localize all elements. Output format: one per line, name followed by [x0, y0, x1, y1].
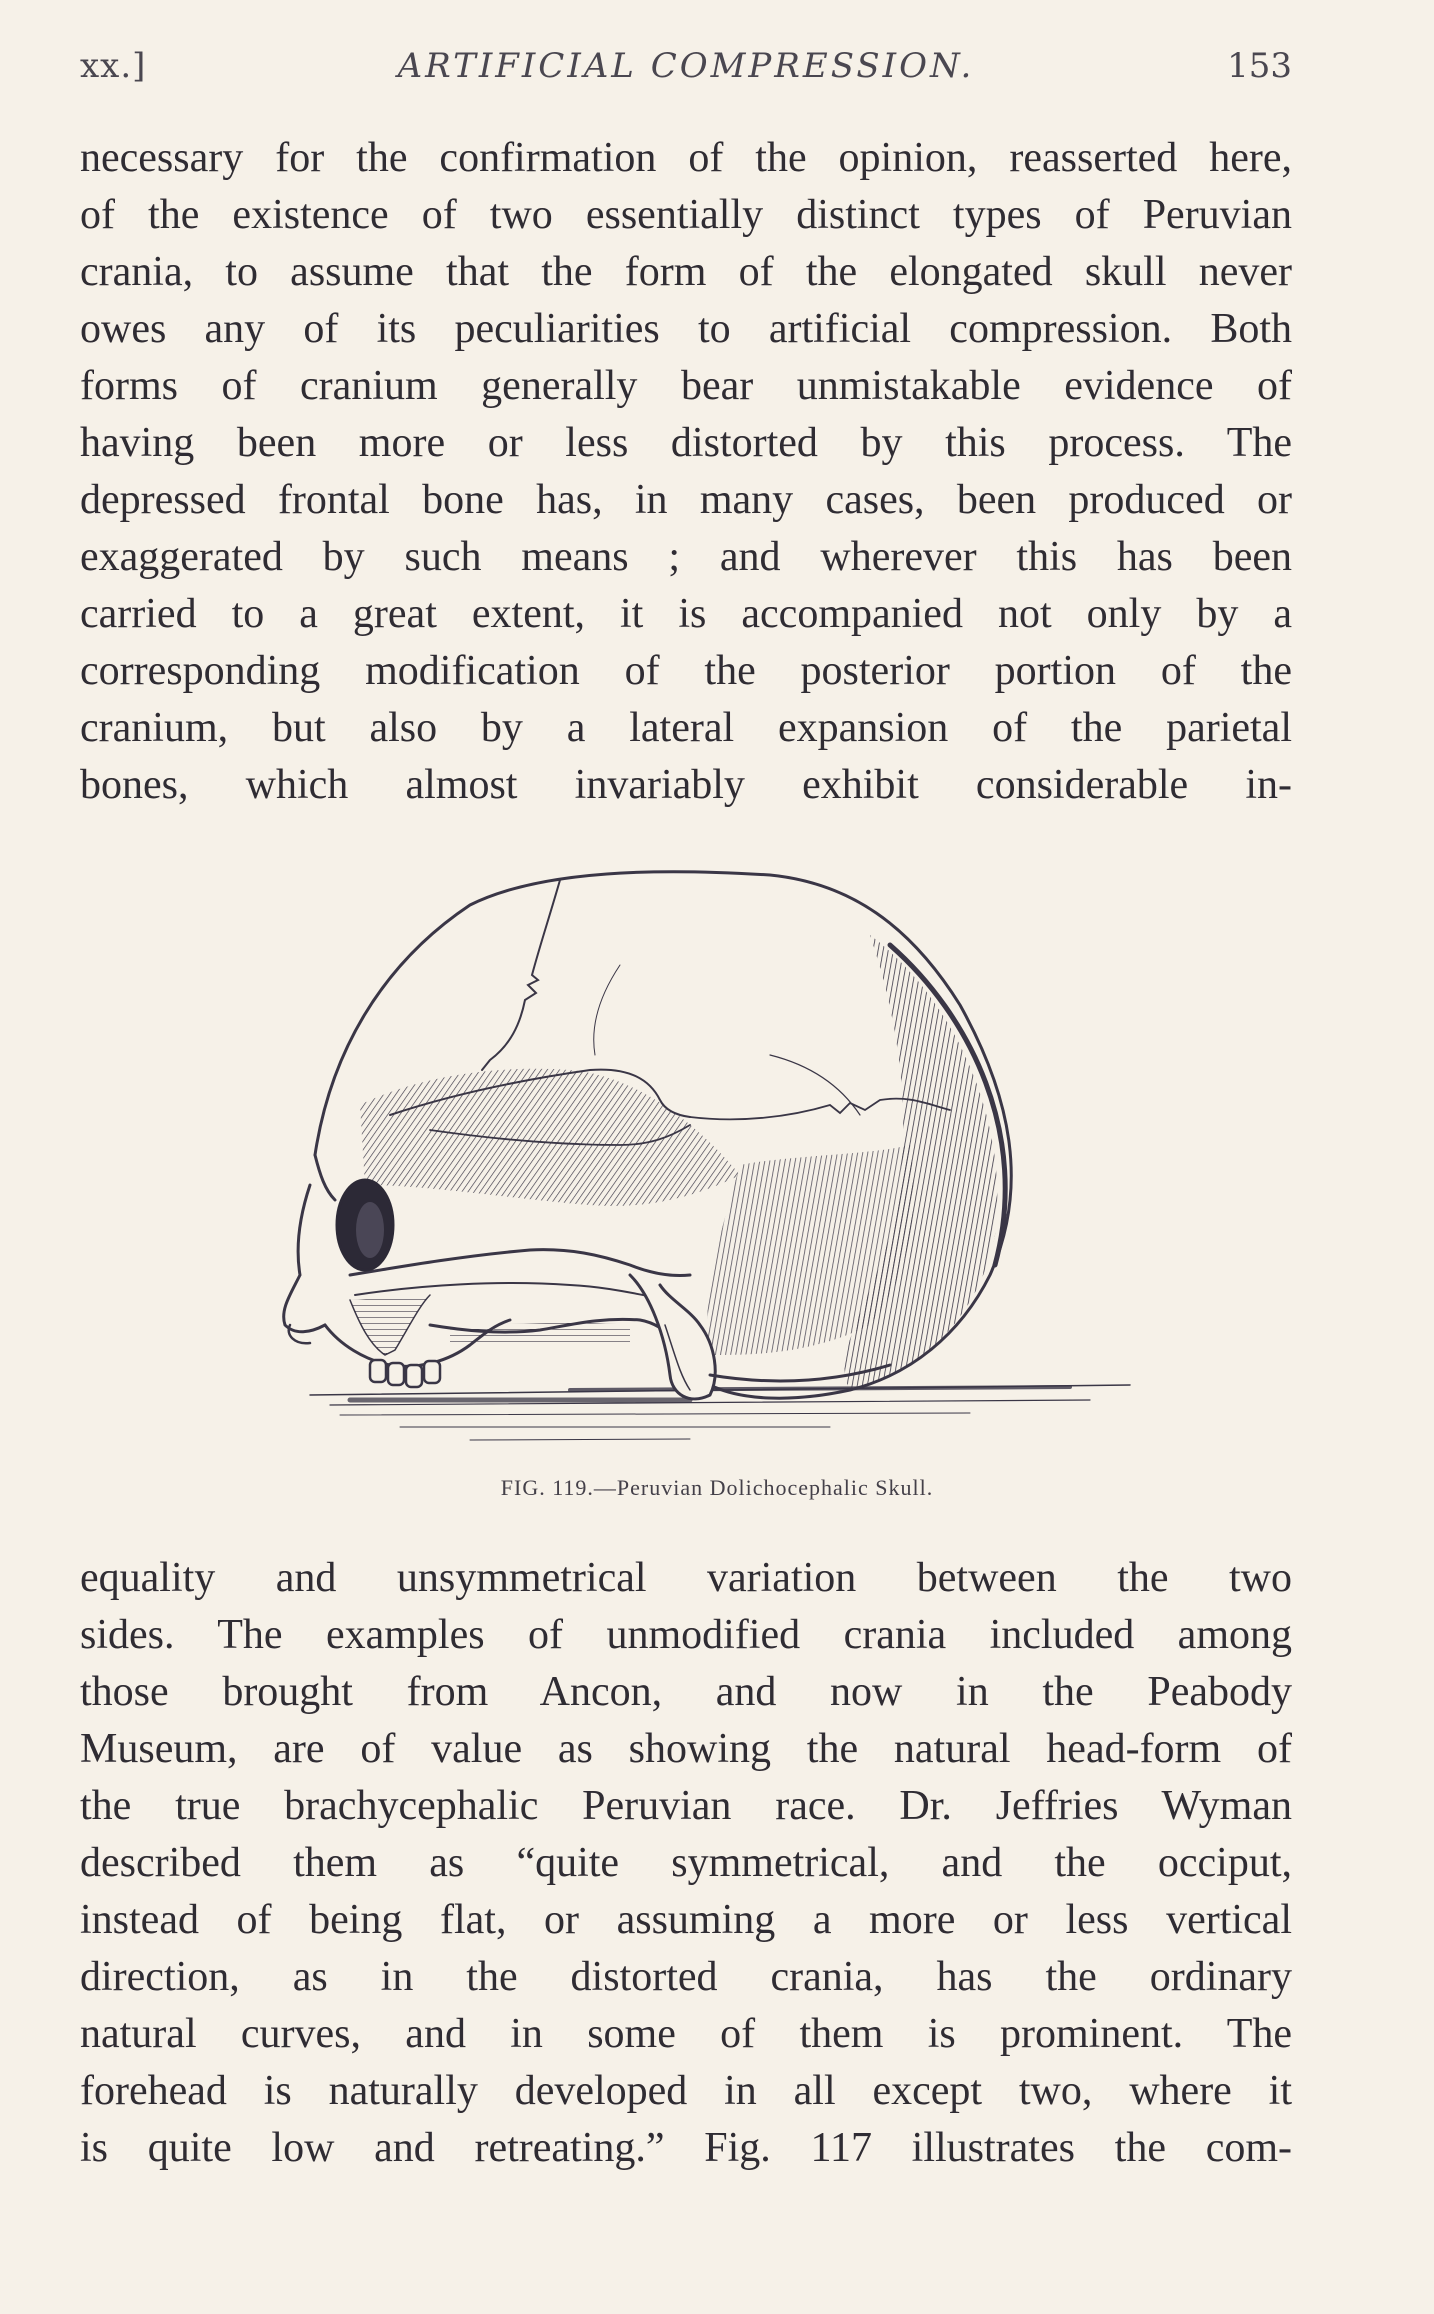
- paragraph-bottom: [80, 1550, 1292, 2177]
- text-line: cranium, but also by a lateral expansion of the parietal: [80, 705, 1292, 751]
- text-line: exaggerated by such means ; and wherever this has been: [80, 534, 1292, 580]
- mastoid-process: [630, 1275, 715, 1399]
- text-line: equality and unsymmetrical variation between the two: [80, 1555, 1292, 1601]
- chapter-number: xx.]: [80, 46, 147, 86]
- text-line: bones, which almost invariably exhibit considerable in-: [80, 762, 1292, 808]
- text-line: crania, to assume that the form of the elongated skull never: [80, 249, 1292, 295]
- text-line: owes any of its peculiarities to artificial compression. Both: [80, 306, 1292, 352]
- text-line: instead of being flat, or assuming a more or less vertical: [80, 1897, 1292, 1943]
- text-line: natural curves, and in some of them is prominent. The: [80, 2011, 1292, 2057]
- text-line: described them as “quite symmetrical, and the occiput,: [80, 1840, 1292, 1886]
- teeth: [370, 1360, 440, 1387]
- text-line: of the existence of two essentially distinct types of Peruvian: [80, 192, 1292, 238]
- text-line: depressed frontal bone has, in many cases, been produced or: [80, 477, 1292, 523]
- ground-shadow: [310, 1385, 1130, 1440]
- running-header: [80, 46, 1292, 96]
- text-line: forms of cranium generally bear unmistakable evidence of: [80, 363, 1292, 409]
- nasal-area: [284, 1185, 325, 1332]
- brow-ridge: [315, 1155, 335, 1200]
- text-line: those brought from Ancon, and now in the Peabody: [80, 1669, 1292, 1715]
- skull-drawing: [284, 872, 1130, 1440]
- skull-illustration: [270, 855, 1150, 1445]
- text-line: sides. The examples of unmodified crania included among: [80, 1612, 1292, 1658]
- page-number: 153: [1227, 46, 1292, 86]
- text-line: carried to a great extent, it is accompanied not only by a: [80, 591, 1292, 637]
- text-line: direction, as in the distorted crania, has the ordinary: [80, 1954, 1292, 2000]
- text-line: Museum, are of value as showing the natural head-form of: [80, 1726, 1292, 1772]
- zygomatic-arch: [350, 1250, 690, 1276]
- coronal-suture: [482, 880, 560, 1070]
- figure-caption: FIG. 119.—Peruvian Dolichocephalic Skull.: [500, 1475, 934, 1500]
- text-line: corresponding modification of the posterior portion of the: [80, 648, 1292, 694]
- text-line: forehead is naturally developed in all except two, where it: [80, 2068, 1292, 2114]
- text-line: having been more or less distorted by this process. The: [80, 420, 1292, 466]
- paragraph-top: [80, 130, 1292, 814]
- temporal-shading: [360, 1069, 740, 1206]
- text-line: is quite low and retreating.” Fig. 117 illustrates the com-: [80, 2125, 1292, 2171]
- running-title: ARTIFICIAL COMPRESSION.: [397, 46, 975, 86]
- text-line: necessary for the confirmation of the opinion, reasserted here,: [80, 135, 1292, 181]
- text-line: the true brachycephalic Peruvian race. Dr. Jeffries Wyman: [80, 1783, 1292, 1829]
